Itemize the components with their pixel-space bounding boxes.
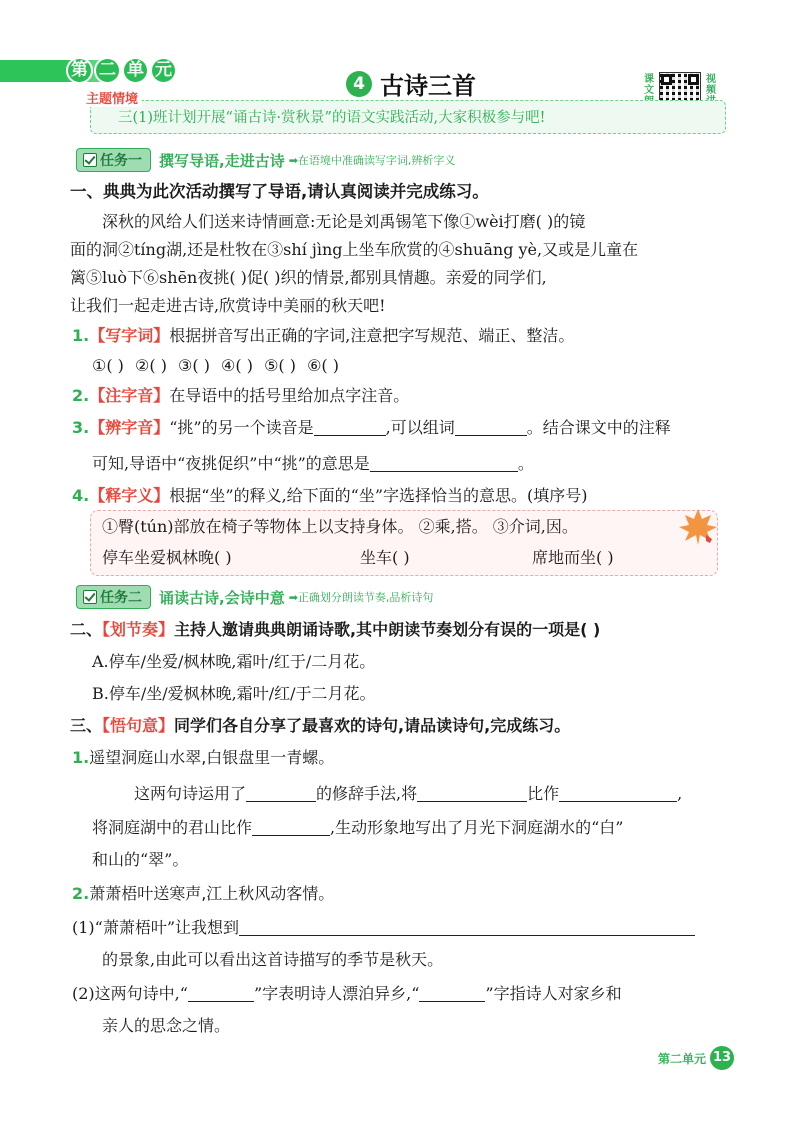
task-two-title: 诵读古诗,会诗中意 <box>159 588 285 607</box>
question-number: 1. <box>72 326 90 345</box>
section-text: 同学们各自分享了最喜欢的诗句,请品读诗句,完成练习。 <box>174 716 571 735</box>
question-2 <box>72 386 409 406</box>
question-text: “挑”的另一个读音是 <box>169 418 314 437</box>
question-number: 2. <box>72 386 90 405</box>
poem-text: 遥望洞庭山水翠,白银盘里一青螺。 <box>89 748 335 767</box>
answer-slots <box>92 356 339 376</box>
qr-right-label: 视频 <box>706 74 716 96</box>
poem-1-q-line: 和山的“翠”。 <box>92 850 189 869</box>
sit-item-text: 席地而坐( ) <box>532 548 614 567</box>
answer-blank[interactable] <box>417 784 527 802</box>
question-text: 的修辞手法,将 <box>316 784 418 803</box>
question-text: 。 <box>517 454 534 473</box>
answer-blank[interactable] <box>559 784 677 802</box>
question-text: , <box>677 784 683 803</box>
question-text: (1)“萧萧梧叶”让我想到 <box>72 918 240 937</box>
section-two-heading <box>70 620 600 640</box>
checkbox-icon <box>83 153 97 167</box>
unit-char: 第 <box>66 57 93 84</box>
option-a[interactable]: A.停车/坐爱/枫林晚,霜叶/红于/二月花。 <box>92 652 376 671</box>
task-one-subtitle: ➡在语境中准确读写字词,辨析字义 <box>288 154 456 167</box>
poem-1 <box>72 748 334 768</box>
question-text: ”字表明诗人漂泊异乡,“ <box>253 984 420 1003</box>
question-4 <box>72 486 588 506</box>
sit-item-text: 坐车( ) <box>360 548 410 567</box>
poem-text: 萧萧梧叶送寒声,江上秋风动客情。 <box>89 884 335 903</box>
question-text: (2)这两句诗中,“ <box>72 984 188 1003</box>
question-3 <box>72 418 671 438</box>
section-prefix: 三、 <box>70 716 103 735</box>
sit-item <box>102 548 232 568</box>
poem-1-q-line <box>134 784 682 804</box>
answer-blank[interactable] <box>314 418 386 436</box>
answer-slot[interactable]: ⑤( ) <box>264 356 296 375</box>
maple-leaf-icon <box>676 505 720 549</box>
answer-blank[interactable] <box>239 918 695 936</box>
unit-char: 单 <box>122 57 149 84</box>
question-text: ,可以组词 <box>385 418 455 437</box>
section-one-heading: 一、典典为此次活动撰写了导语,请认真阅读并完成练习。 <box>70 182 489 201</box>
task-two-tag <box>76 585 151 609</box>
intro-paragraph-line: 让我们一起走进古诗,欣赏诗中美丽的秋天吧! <box>70 296 386 315</box>
question-text: ,生动形象地写出了月光下洞庭湖水的“白” <box>330 818 624 837</box>
answer-blank[interactable] <box>252 818 330 836</box>
answer-slot[interactable]: ①( ) <box>92 356 124 375</box>
unit-char: 二 <box>94 57 121 84</box>
poem-2-q-line: 的景象,由此可以看出这首诗描写的季节是秋天。 <box>102 950 444 969</box>
sit-item <box>360 548 410 568</box>
answer-blank[interactable] <box>419 984 485 1002</box>
section-text: 主持人邀请典典朗诵诗歌,其中朗读节奏划分有误的一项是( ) <box>174 620 601 639</box>
poem-2-q-line: 亲人的思念之情。 <box>102 1016 231 1035</box>
lesson-number: 4 <box>346 71 372 97</box>
sit-item-text: 停车坐爱枫林晚( ) <box>102 548 232 567</box>
qr-left-label: 课文 <box>644 74 654 96</box>
answer-slot[interactable]: ③( ) <box>178 356 210 375</box>
answer-blank[interactable] <box>188 984 254 1002</box>
section-tag: 【划节奏】 <box>102 620 175 639</box>
answer-slot[interactable]: ②( ) <box>135 356 167 375</box>
page-footer <box>658 1046 734 1070</box>
question-text: 在导语中的括号里给加点字注音。 <box>169 386 410 405</box>
poem-2 <box>72 884 334 904</box>
theme-label: 主题情境 <box>82 88 142 107</box>
task-one-bar <box>76 147 455 173</box>
question-number: 3. <box>72 418 90 437</box>
poem-1-q-line <box>92 818 623 838</box>
unit-title <box>66 57 177 84</box>
poem-2-q-line <box>72 918 695 938</box>
intro-paragraph-line: 面的洞②tíng湖,还是杜牧在③shí jìng上坐车欣赏的④shuāng yè,又或是儿童在 <box>70 240 639 259</box>
question-tag: 【辨字音】 <box>89 418 170 437</box>
question-text: 可知,导语中“夜挑促织”中“挑”的意思是 <box>92 454 370 473</box>
question-text: 比作 <box>527 784 560 803</box>
answer-blank[interactable] <box>370 454 518 472</box>
question-tag: 【注字音】 <box>89 386 170 405</box>
task-one-tag <box>76 148 151 172</box>
theme-text: 三(1)班计划开展“诵古诗·赏秋景”的语文实践活动,大家积极参与吧! <box>118 110 546 126</box>
question-number: 1. <box>72 748 90 767</box>
answer-slot[interactable]: ⑥( ) <box>307 356 339 375</box>
answer-blank[interactable] <box>246 784 316 802</box>
footer-unit: 第二单元 <box>658 1051 707 1066</box>
lesson-title <box>346 66 476 101</box>
task-tag-label: 任务一 <box>100 153 142 169</box>
question-3-continued <box>92 454 534 474</box>
lesson-name: 古诗三首 <box>380 72 476 100</box>
section-three-heading <box>70 716 570 736</box>
intro-paragraph-line: 篱⑤luò下⑥shēn夜挑( )促( )织的情景,都别具情趣。亲爱的同学们, <box>70 268 547 287</box>
question-text: 。结合课文中的注释 <box>526 418 671 437</box>
sit-item <box>532 548 614 568</box>
task-two-subtitle: ➡正确划分朗读节奏,品析诗句 <box>288 591 434 604</box>
question-text: 这两句诗运用了 <box>134 784 247 803</box>
option-b[interactable]: B.停车/坐/爱枫林晚,霜叶/红/于二月花。 <box>92 684 376 703</box>
answer-slot[interactable]: ④( ) <box>221 356 253 375</box>
section-prefix: 二、 <box>70 620 103 639</box>
question-1 <box>72 326 574 346</box>
task-two-bar <box>76 584 433 610</box>
question-text: 根据“坐”的释义,给下面的“坐”字选择恰当的意思。(填序号) <box>169 486 588 505</box>
question-text: 根据拼音写出正确的字词,注意把字写规范、端正、整洁。 <box>169 326 575 345</box>
intro-paragraph-line: 深秋的风给人们送来诗情画意:无论是刘禹锡笔下像①wèi打磨( )的镜 <box>102 212 586 231</box>
section-tag: 【悟句意】 <box>102 716 175 735</box>
task-tag-label: 任务二 <box>100 590 142 606</box>
unit-char: 元 <box>150 57 177 84</box>
definitions: ①臀(tún)部放在椅子等物体上以支持身体。 ②乘,搭。 ③介词,因。 <box>102 517 578 536</box>
task-one-title: 撰写导语,走进古诗 <box>159 151 285 170</box>
answer-blank[interactable] <box>455 418 527 436</box>
question-number: 4. <box>72 486 90 505</box>
question-tag: 【释字义】 <box>89 486 170 505</box>
question-text: 将洞庭湖中的君山比作 <box>92 818 253 837</box>
question-tag: 【写字词】 <box>89 326 170 345</box>
page-number: 13 <box>710 1046 734 1070</box>
poem-2-q-line <box>72 984 622 1004</box>
checkbox-icon <box>83 590 97 604</box>
question-number: 2. <box>72 884 90 903</box>
question-text: ”字指诗人对家乡和 <box>485 984 622 1003</box>
